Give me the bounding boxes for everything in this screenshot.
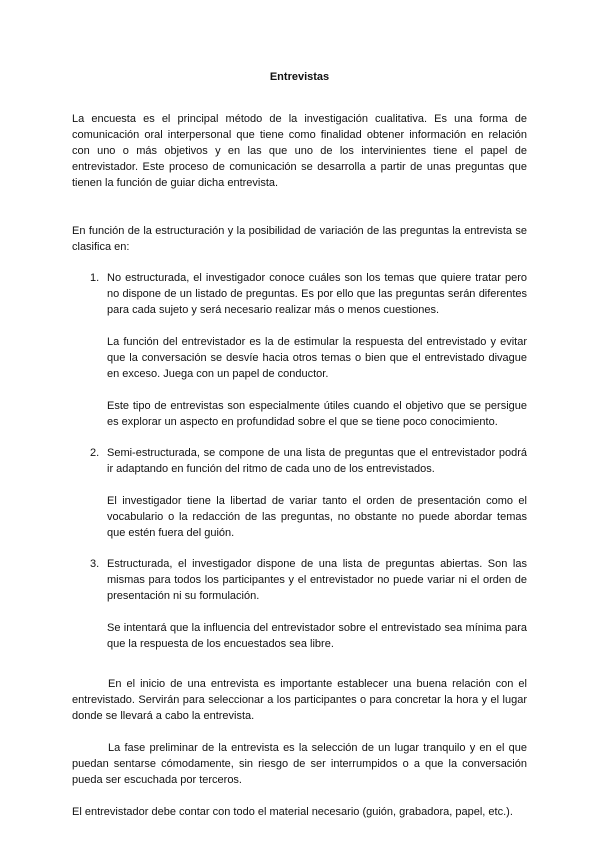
list-item [72, 556, 527, 652]
closing-paragraph: El entrevistador debe contar con todo el material necesario (guión, grabadora, papel, etc.). [72, 806, 513, 818]
closing-paragraph: La fase preliminar de la entrevista es la selección de un lugar tranquilo y en el que puedan sentarse cómodamente, sin riesgo de ser interrumpidos o a que la conversación pueda ser escuchada por terceros. [72, 742, 527, 786]
classification-list [72, 270, 527, 652]
page-title: Entrevistas [269, 71, 330, 83]
closing-paragraph: En el inicio de una entrevista es importante establecer una buena relación con el entrevistado. Servirán para seleccionar a los participantes o para concretar la hora y el lugar donde se llevará a cabo la entrevista. [72, 678, 527, 722]
list-item-number: 1. [90, 272, 100, 284]
list-item-number: 2. [90, 447, 100, 459]
list-item-paragraph: Este tipo de entrevistas son especialmente útiles cuando el objetivo que se persigue es explorar un aspecto en profundidad sobre el que se tiene poco conocimiento. [107, 400, 527, 428]
list-item-paragraph: Se intentará que la influencia del entrevistador sobre el entrevistado sea mínima para que la respuesta de los encuestados sea libre. [107, 622, 527, 650]
list-item [72, 445, 527, 541]
list-item-paragraph: Semi-estructurada, se compone de una lista de preguntas que el entrevistador podrá ir adaptando en función del ritmo de cada uno de los entrevistados. [107, 447, 527, 475]
list-item-paragraph: La función del entrevistador es la de estimular la respuesta del entrevistado y evitar que la conversación se desvíe hacia otros temas o bien que el entrevistado divague en exceso. Juega con un papel de conductor. [107, 336, 527, 380]
list-item-paragraph: Estructurada, el investigador dispone de una lista de preguntas abiertas. Son las mismas para todos los participantes y el entrevistador no puede variar ni el orden de presentación ni su formulación. [107, 558, 527, 602]
list-item [72, 270, 527, 430]
list-item-paragraph: No estructurada, el investigador conoce cuáles son los temas que quiere tratar pero no dispone de un listado de preguntas. Es por ello que las preguntas serán diferentes para cada sujeto y será necesario realizar más o menos cuestiones. [107, 272, 527, 316]
lead-paragraph: En función de la estructuración y la posibilidad de variación de las preguntas la entrevista se clasifica en: [72, 225, 527, 253]
list-item-paragraph: El investigador tiene la libertad de variar tanto el orden de presentación como el vocabulario o la redacción de las preguntas, no obstante no puede abordar temas que estén fuera del guión. [107, 495, 527, 539]
intro-paragraph: La encuesta es el principal método de la investigación cualitativa. Es una forma de comunicación oral interpersonal que tiene como finalidad obtener información en relación con uno o más objetivos y en las que uno de los intervinientes tiene el papel de entrevistador. Este proceso de comunicación se desarrolla a partir de unas preguntas que tienen la función de guiar dicha entrevista. [72, 113, 527, 189]
list-item-number: 3. [90, 558, 100, 570]
